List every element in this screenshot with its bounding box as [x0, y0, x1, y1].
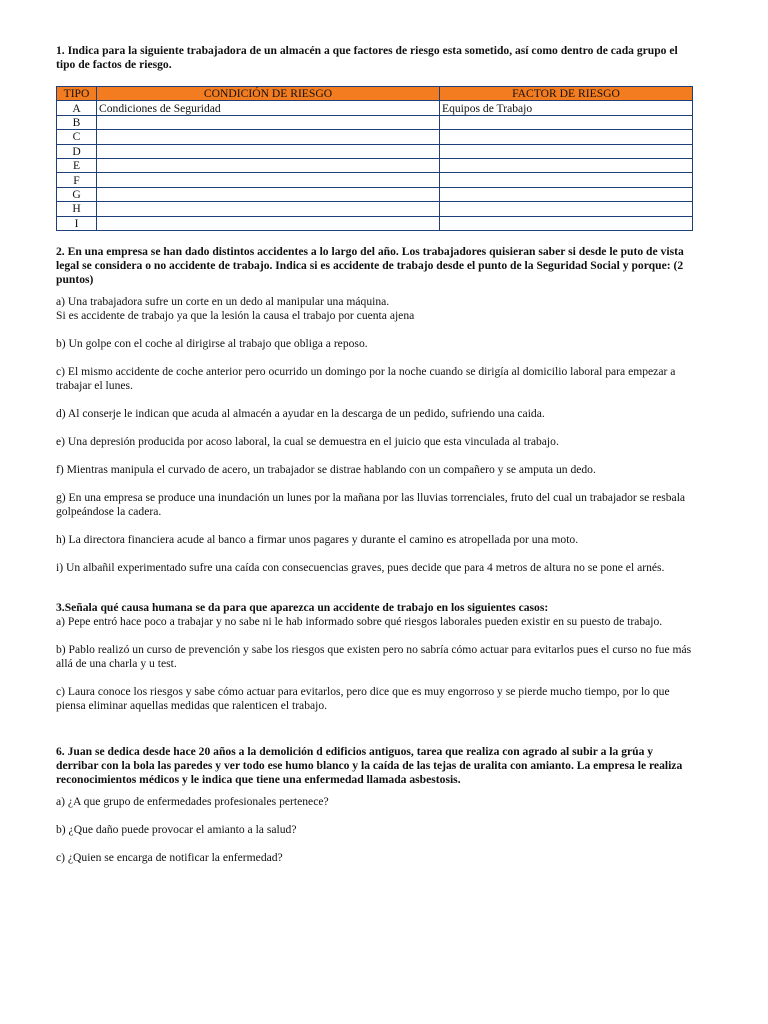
table-row — [57, 144, 693, 158]
cell-factor — [440, 202, 693, 216]
cell-factor: Equipos de Trabajo — [440, 101, 693, 115]
cell-factor — [440, 216, 693, 230]
cell-factor — [440, 115, 693, 129]
cell-tipo: G — [57, 187, 97, 201]
question-1: 1. Indica para la siguiente trabajadora de un almacén a que factores de riesgo esta sometido, así como dentro de cada grupo el tipo de factos de riesgo. — [56, 44, 678, 71]
item-text: h) La directora financiera acude al banco a firmar unos pagares y durante el camino es atropellada por una moto. — [56, 532, 579, 546]
cell-tipo: B — [57, 115, 97, 129]
q6-item-a — [56, 795, 692, 809]
cell-condicion — [97, 130, 440, 144]
table-row — [57, 173, 693, 187]
cell-condicion — [97, 187, 440, 201]
cell-factor — [440, 130, 693, 144]
item-text: b) ¿Que daño puede provocar el amianto a la salud? — [56, 822, 297, 836]
table-row — [57, 101, 693, 115]
q3-item-b — [56, 643, 692, 671]
item-text: c) Laura conoce los riesgos y sabe cómo actuar para evitarlos, pero dice que es muy engorroso y se pierde mucho tiempo, por lo que piensa eliminar aquellas medidas que ralenticen el trabajo. — [56, 684, 670, 712]
q2-item-b — [56, 337, 692, 351]
item-text: e) Una depresión producida por acoso laboral, la cual se demuestra en el juicio que esta vinculada al trabajo. — [56, 434, 559, 448]
item-text: f) Mientras manipula el curvado de acero, un trabajador se distrae hablando con un compañero y se amputa un dedo. — [56, 462, 596, 476]
question-2: 2. En una empresa se han dado distintos accidentes a lo largo del año. Los trabajadores quisieran saber si desde le puto de vista legal se considera o no accidente de trabajo. Indica si es accidente de trabajo desde el punto de la Seguridad Social y porque: (2 puntos) — [56, 244, 684, 286]
cell-condicion — [97, 202, 440, 216]
header-tipo: TIPO — [57, 87, 97, 101]
risk-table — [56, 86, 693, 231]
q2-item-h — [56, 533, 692, 547]
cell-factor — [440, 158, 693, 172]
cell-tipo: A — [57, 101, 97, 115]
question-3: 3.Señala qué causa humana se da para que aparezca un accidente de trabajo en los siguientes casos: — [56, 600, 549, 614]
cell-condicion — [97, 158, 440, 172]
item-text: b) Pablo realizó un curso de prevención y sabe los riesgos que existen pero no sabría cómo actuar para evitarlos pues el curso no fue más allá de una charla y u test. — [56, 642, 692, 670]
cell-condicion: Condiciones de Seguridad — [97, 101, 440, 115]
item-text: d) Al conserje le indican que acuda al almacén a ayudar en la descarga de un pedido, sufriendo una caida. — [56, 406, 545, 420]
table-row — [57, 216, 693, 230]
q3-item-c — [56, 685, 692, 713]
item-text: b) Un golpe con el coche al dirigirse al trabajo que obliga a reposo. — [56, 336, 368, 350]
q6-item-c — [56, 851, 692, 865]
item-text: c) El mismo accidente de coche anterior pero ocurrido un domingo por la noche cuando se dirigía al domicilio laboral para empezar a trabajar el lunes. — [56, 364, 676, 392]
item-text: a) ¿A que grupo de enfermedades profesionales pertenece? — [56, 794, 329, 808]
header-factor: FACTOR DE RIESGO — [440, 87, 693, 101]
cell-condicion — [97, 144, 440, 158]
q2-item-a — [56, 295, 692, 323]
q6-item-b — [56, 823, 692, 837]
cell-tipo: E — [57, 158, 97, 172]
cell-tipo: F — [57, 173, 97, 187]
q2-item-i — [56, 561, 692, 575]
cell-tipo: C — [57, 130, 97, 144]
cell-tipo: I — [57, 216, 97, 230]
q2-item-e — [56, 435, 692, 449]
document-page — [56, 44, 692, 879]
q3-item-a — [56, 615, 692, 629]
risk-table-header — [57, 87, 693, 101]
cell-condicion — [97, 216, 440, 230]
question-6: 6. Juan se dedica desde hace 20 años a la demolición d edificios antiguos, tarea que realiza con agrado al subir a la grúa y derribar con la bola las paredes y ver todo ese humo blanco y la caída de las tejas de uralita con amianto. La empresa le realiza reconocimientos médicos y le indica que tiene una enfermedad llamada asbestosis. — [56, 744, 683, 786]
cell-factor — [440, 173, 693, 187]
cell-tipo: D — [57, 144, 97, 158]
q2-item-g — [56, 491, 692, 519]
item-text: a) Pepe entró hace poco a trabajar y no sabe ni le hab informado sobre qué riesgos laborales pueden existir en su puesto de trabajo. — [56, 614, 663, 628]
cell-condicion — [97, 173, 440, 187]
cell-condicion — [97, 115, 440, 129]
item-text: i) Un albañil experimentado sufre una caída con consecuencias graves, pues decide que para 4 metros de altura no se pone el arnés. — [56, 560, 665, 574]
table-row — [57, 158, 693, 172]
item-answer: Si es accidente de trabajo ya que la lesión la causa el trabajo por cuenta ajena — [56, 308, 415, 322]
q2-item-d — [56, 407, 692, 421]
table-row — [57, 130, 693, 144]
item-text: c) ¿Quien se encarga de notificar la enfermedad? — [56, 850, 283, 864]
table-row — [57, 115, 693, 129]
q2-item-c — [56, 365, 692, 393]
cell-factor — [440, 187, 693, 201]
header-condicion: CONDICIÓN DE RIESGO — [97, 87, 440, 101]
item-text: g) En una empresa se produce una inundación un lunes por la mañana por las lluvias torrenciales, fruto del cual un trabajador se resbala golpeándose la cadera. — [56, 490, 686, 518]
cell-tipo: H — [57, 202, 97, 216]
table-row — [57, 187, 693, 201]
table-row — [57, 202, 693, 216]
cell-factor — [440, 144, 693, 158]
q2-item-f — [56, 463, 692, 477]
item-text: a) Una trabajadora sufre un corte en un dedo al manipular una máquina. — [56, 294, 390, 308]
